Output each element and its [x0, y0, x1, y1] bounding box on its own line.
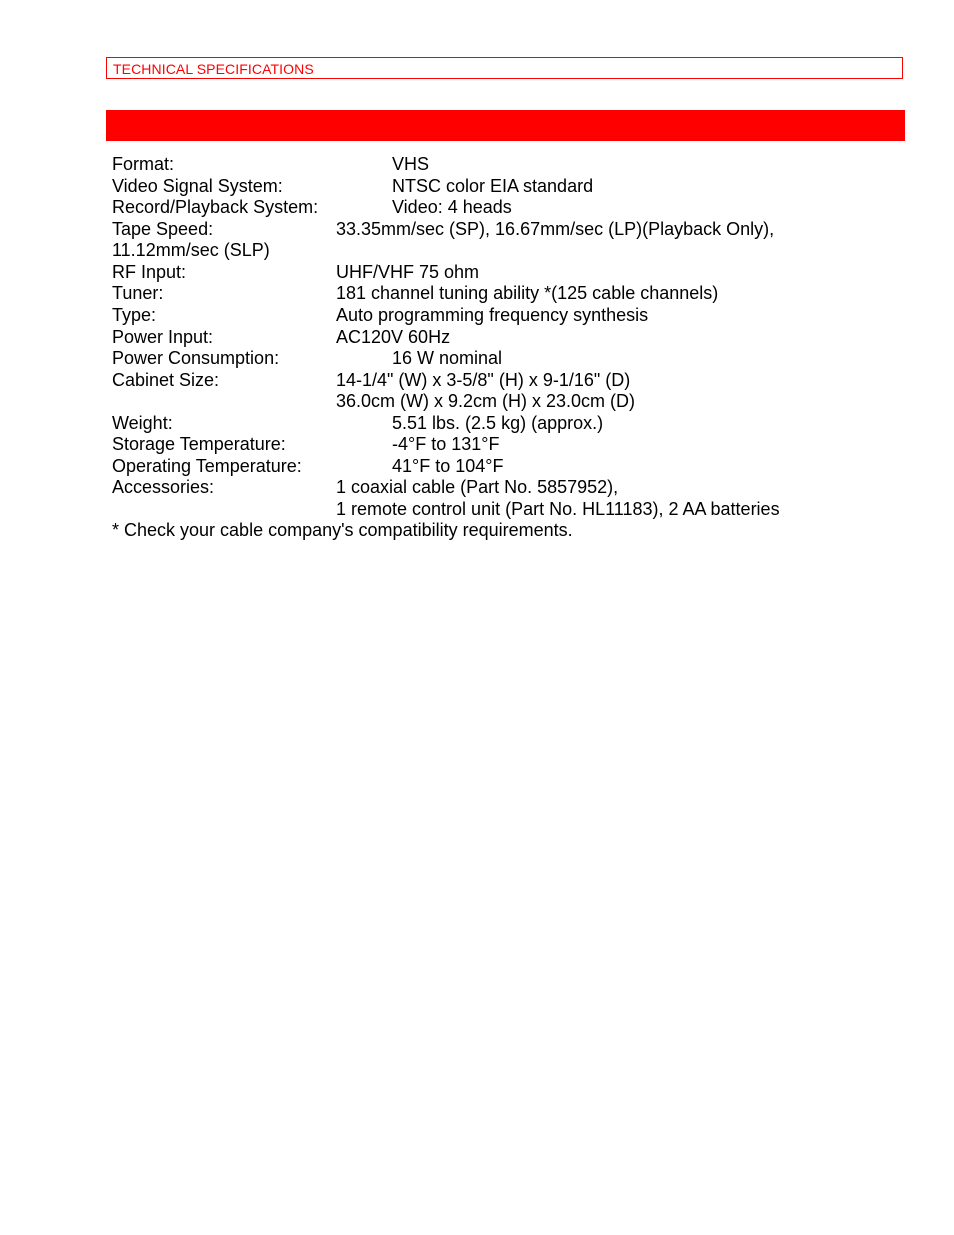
spec-label-weight: Weight:: [112, 413, 173, 433]
spec-value-weight: 5.51 lbs. (2.5 kg) (approx.): [392, 413, 604, 433]
spec-label-type: Type:: [112, 305, 157, 325]
spec-value-rf-input: UHF/VHF 75 ohm: [336, 262, 480, 282]
spec-label-power-input: Power Input:: [112, 327, 214, 347]
spec-label-video-signal-system: Video Signal System:: [112, 176, 283, 196]
spec-value-accessories-remote: 1 remote control unit (Part No. HL11183), 2 AA batteries: [336, 499, 780, 519]
spec-label-format: Format:: [112, 154, 175, 174]
spec-label-power-consumption: Power Consumption:: [112, 348, 280, 368]
spec-label-accessories: Accessories:: [112, 477, 215, 497]
spec-value-tape-speed: 33.35mm/sec (SP), 16.67mm/sec (LP)(Playback Only),: [336, 219, 775, 239]
spec-label-cabinet-size: Cabinet Size:: [112, 370, 220, 390]
spec-label-tuner: Tuner:: [112, 283, 164, 303]
section-header-title: TECHNICAL SPECIFICATIONS: [113, 61, 314, 77]
spec-value-cabinet-size-imperial: 14-1/4" (W) x 3-5/8" (H) x 9-1/16" (D): [336, 370, 631, 390]
title-bar: [106, 110, 905, 141]
spec-value-operating-temperature: 41°F to 104°F: [392, 456, 504, 476]
spec-value-accessories-cable: 1 coaxial cable (Part No. 5857952),: [336, 477, 619, 497]
section-header-box: [106, 57, 903, 79]
spec-value-format: VHS: [392, 154, 430, 174]
spec-label-tape-speed: Tape Speed:: [112, 219, 214, 239]
spec-value-tuner: 181 channel tuning ability *(125 cable channels): [336, 283, 719, 303]
spec-value-type: Auto programming frequency synthesis: [336, 305, 649, 325]
spec-value-storage-temperature: -4°F to 131°F: [392, 434, 500, 454]
spec-value-video-signal-system: NTSC color EIA standard: [392, 176, 594, 196]
spec-value-tape-speed-continued: 11.12mm/sec (SLP): [112, 240, 270, 260]
spec-label-rf-input: RF Input:: [112, 262, 187, 282]
spec-label-storage-temperature: Storage Temperature:: [112, 434, 286, 454]
footnote: * Check your cable company's compatibility requirements.: [112, 520, 573, 540]
spec-value-cabinet-size-metric: 36.0cm (W) x 9.2cm (H) x 23.0cm (D): [336, 391, 636, 411]
spec-value-power-input: AC120V 60Hz: [336, 327, 451, 347]
spec-label-operating-temperature: Operating Temperature:: [112, 456, 302, 476]
spec-label-record-playback-system: Record/Playback System:: [112, 197, 319, 217]
spec-value-power-consumption: 16 W nominal: [392, 348, 503, 368]
spec-value-record-playback-system: Video: 4 heads: [392, 197, 512, 217]
